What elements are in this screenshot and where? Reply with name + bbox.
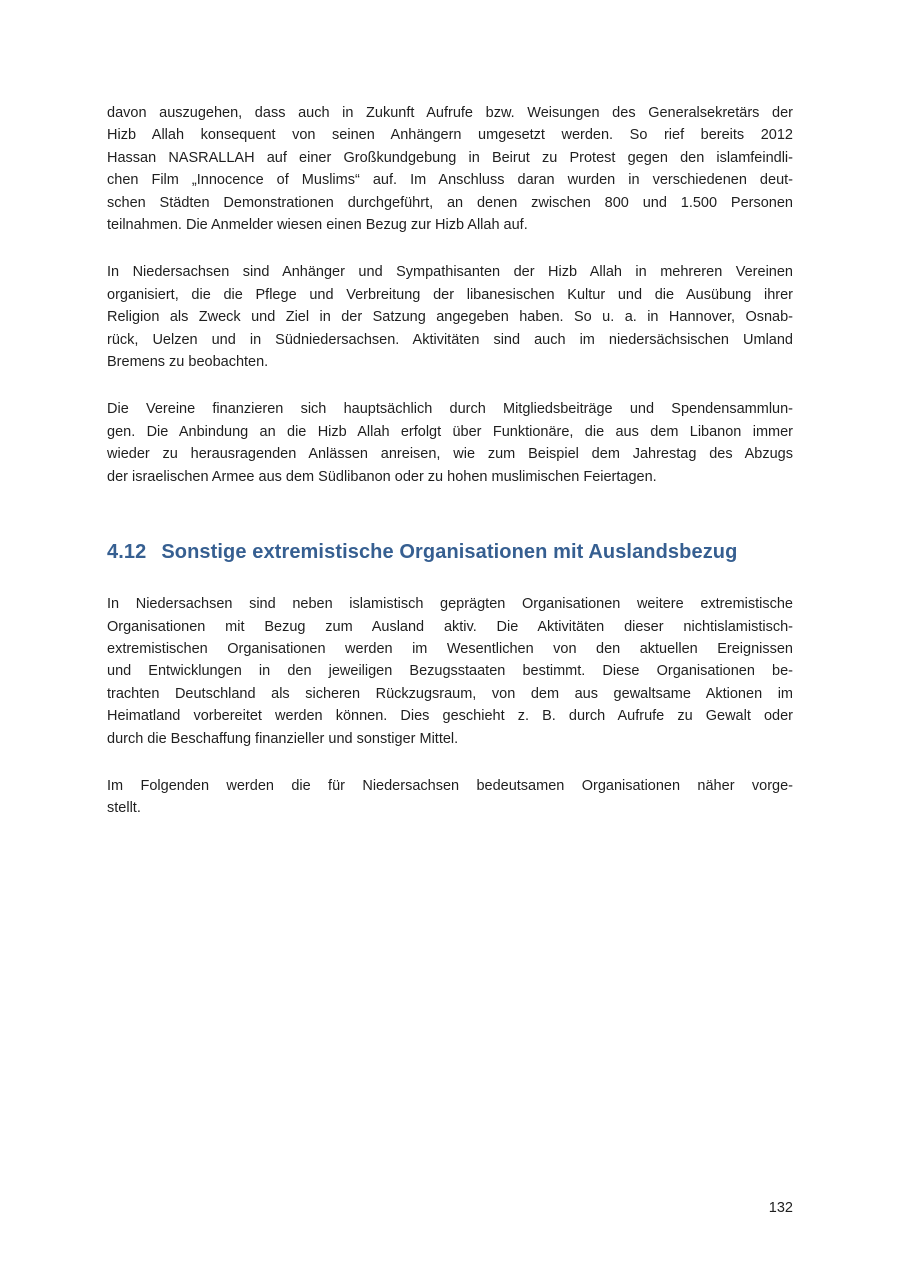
text-line: gen. Die Anbindung an die Hizb Allah erfolgt über Funktionäre, die aus dem Libanon immer (107, 423, 793, 440)
text-line: schen Städten Demonstrationen durchgeführt, an denen zwischen 800 und 1.500 Personen (107, 194, 793, 211)
text-line: Im Folgenden werden die für Niedersachsen bedeutsamen Organisationen näher vorge- (107, 777, 793, 794)
page-number: 132 (768, 1200, 793, 1216)
text-line: Heimatland vorbereitet werden können. Dies geschieht z. B. durch Aufrufe zu Gewalt oder (107, 708, 793, 725)
section-heading (107, 538, 793, 566)
paragraph (107, 261, 793, 373)
text-block-before-heading (107, 102, 793, 488)
text-block-after-heading (107, 593, 793, 820)
text-line: organisiert, die die Pflege und Verbreitung der libanesischen Kultur und die Ausübung ihrer (107, 286, 793, 303)
text-line: Hizb Allah konsequent von seinen Anhängern umgesetzt werden. So rief bereits 2012 (107, 127, 793, 144)
section-heading-number: 4.12 (107, 541, 147, 564)
section-heading-text: Sonstige extremistische Organisationen mit Auslandsbezug (161, 541, 738, 564)
text-line: der israelischen Armee aus dem Südlibanon oder zu hohen muslimischen Feiertagen. (107, 468, 657, 485)
text-line: Organisationen mit Bezug zum Ausland aktiv. Die Aktivitäten dieser nichtislamistisch- (107, 618, 793, 635)
text-line: extremistischen Organisationen werden im Wesentlichen von den aktuellen Ereignissen (107, 640, 793, 657)
text-line: Die Vereine finanzieren sich hauptsächlich durch Mitgliedsbeiträge und Spendensammlun- (107, 401, 793, 418)
text-line: Religion als Zweck und Ziel in der Satzung angegeben haben. So u. a. in Hannover, Osnab- (107, 309, 793, 326)
text-line: wieder zu herausragenden Anlässen anreisen, wie zum Beispiel dem Jahrestag des Abzugs (107, 446, 793, 463)
text-line: Hassan NASRALLAH auf einer Großkundgebung in Beirut zu Protest gegen den islamfeindli- (107, 149, 793, 166)
text-line: chen Film „Innocence of Muslims“ auf. Im Anschluss daran wurden in verschiedenen deut- (107, 172, 793, 189)
text-line: durch die Beschaffung finanzieller und sonstiger Mittel. (107, 730, 459, 747)
text-line: trachten Deutschland als sicheren Rückzugsraum, von dem aus gewaltsame Aktionen im (107, 685, 793, 702)
text-line: stellt. (107, 800, 141, 817)
page-content (107, 102, 793, 845)
paragraph (107, 398, 793, 488)
paragraph (107, 775, 793, 820)
text-line: teilnahmen. Die Anmelder wiesen einen Bezug zur Hizb Allah auf. (107, 217, 528, 234)
text-line: Bremens zu beobachten. (107, 354, 269, 371)
text-line: und Entwicklungen in den jeweiligen Bezugsstaaten bestimmt. Diese Organisationen be- (107, 663, 793, 680)
text-line: davon auszugehen, dass auch in Zukunft Aufrufe bzw. Weisungen des Generalsekretärs der (107, 105, 793, 121)
text-line: rück, Uelzen und in Südniedersachsen. Aktivitäten sind auch im niedersächsischen Umland (107, 331, 793, 348)
text-line: In Niedersachsen sind neben islamistisch geprägten Organisationen weitere extremistische (107, 596, 793, 613)
text-line: In Niedersachsen sind Anhänger und Sympathisanten der Hizb Allah in mehreren Vereinen (107, 264, 793, 281)
paragraph (107, 593, 793, 750)
paragraph (107, 102, 793, 236)
